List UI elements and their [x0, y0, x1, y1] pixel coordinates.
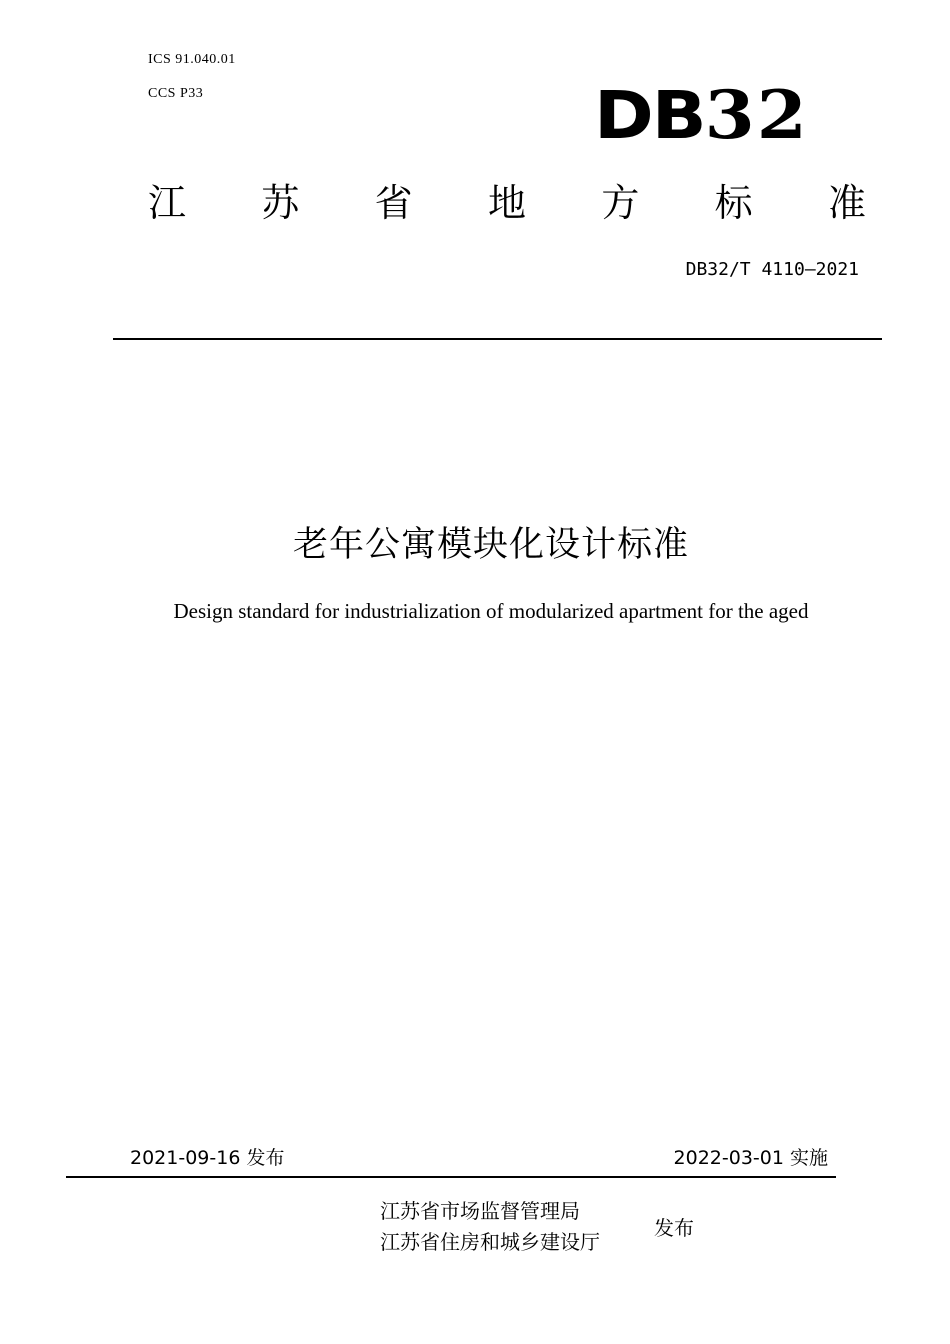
issue-date: 2021-09-16 发布: [130, 1147, 285, 1169]
ccs-code: CCS P33: [148, 86, 204, 101]
ics-code: ICS 91.040.01: [148, 52, 236, 67]
issuer-housing-construction: 江苏省住房和城乡建设厅: [380, 1230, 600, 1254]
implementation-date: 2022-03-01 实施: [673, 1147, 828, 1169]
standard-type-char: 省: [374, 181, 413, 225]
document-title-zh: 老年公寓模块化设计标准: [292, 525, 689, 565]
standard-type-heading: [148, 181, 866, 225]
db-logo-letters: DB: [594, 76, 705, 154]
publish-label: 发布: [654, 1216, 694, 1240]
document-title-en: Design standard for industrialization of modularized apartment for the aged: [173, 599, 809, 623]
issuer-market-regulation: 江苏省市场监督管理局: [380, 1199, 580, 1223]
standard-type-char: 苏: [261, 181, 300, 225]
db-logo-number: 32: [704, 75, 809, 154]
standard-number: DB32/T 4110—2021: [685, 259, 859, 280]
standard-type-char: 江: [148, 181, 187, 225]
top-divider: [113, 338, 882, 340]
db32-logo: [594, 75, 809, 154]
standard-type-char: 方: [601, 181, 640, 225]
standard-type-char: 标: [714, 181, 753, 225]
standard-type-char: 地: [487, 181, 526, 225]
bottom-divider: [66, 1176, 836, 1178]
standard-type-char: 准: [827, 181, 866, 225]
issuing-authorities: [380, 1196, 600, 1258]
